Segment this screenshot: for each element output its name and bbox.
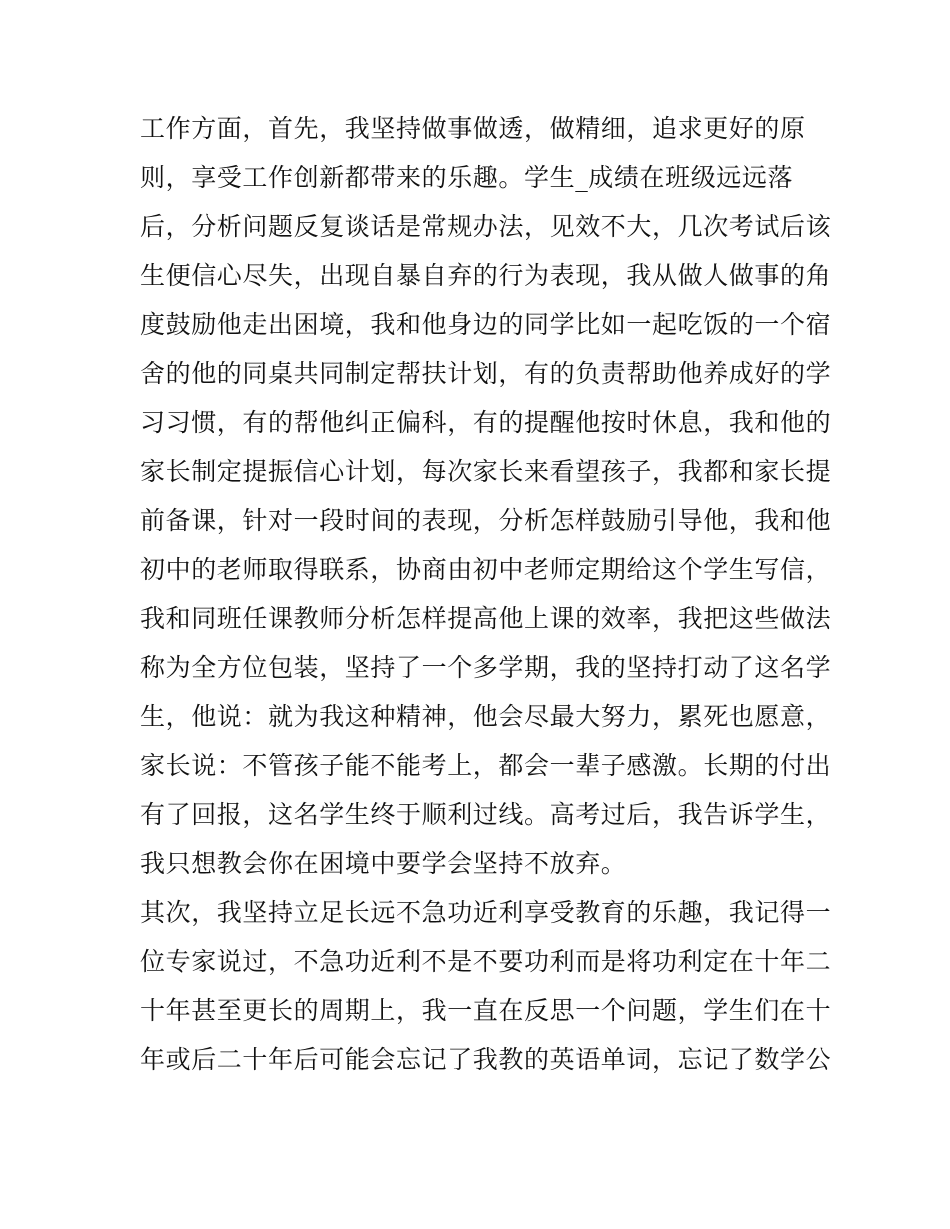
text-line: 习习惯，有的帮他纠正偏科，有的提醒他按时休息，我和他的 (140, 408, 832, 437)
text-line: 我只想教会你在困境中要学会坚持不放弃。 (140, 849, 627, 878)
text-line: 有了回报，这名学生终于顺利过线。高考过后，我告诉学生， (140, 800, 832, 829)
body-text (140, 104, 832, 1084)
text-line: 初中的老师取得联系，协商由初中老师定期给这个学生写信， (140, 555, 832, 584)
text-line: 则，享受工作创新都带来的乐趣。学生_成绩在班级远远落 (140, 163, 794, 192)
text-line: 我和同班任课教师分析怎样提高他上课的效率，我把这些做法 (140, 604, 832, 633)
text-line: 年或后二十年后可能会忘记了我教的英语单词，忘记了数学公 (140, 1045, 832, 1074)
text-line: 工作方面，首先，我坚持做事做透，做精细，追求更好的原 (140, 114, 806, 143)
text-line: 称为全方位包装，坚持了一个多学期，我的坚持打动了这名学 (140, 653, 832, 682)
text-line: 生便信心尽失，出现自暴自弃的行为表现，我从做人做事的角 (140, 261, 832, 290)
text-line: 生，他说：就为我这种精神，他会尽最大努力，累死也愿意， (140, 702, 832, 731)
text-line: 后，分析问题反复谈话是常规办法，见效不大，几次考试后该 (140, 212, 832, 241)
text-line: 家长说：不管孩子能不能考上，都会一辈子感激。长期的付出 (140, 751, 832, 780)
text-line: 十年甚至更长的周期上，我一直在反思一个问题，学生们在十 (140, 996, 832, 1025)
text-line: 前备课，针对一段时间的表现，分析怎样鼓励引导他，我和他 (140, 506, 832, 535)
text-line: 其次，我坚持立足长远不急功近利享受教育的乐趣，我记得一 (140, 898, 832, 927)
text-line: 度鼓励他走出困境，我和他身边的同学比如一起吃饭的一个宿 (140, 310, 832, 339)
text-line: 家长制定提振信心计划，每次家长来看望孩子，我都和家长提 (140, 457, 832, 486)
text-line: 舍的他的同桌共同制定帮扶计划，有的负责帮助他养成好的学 (140, 359, 832, 388)
text-line: 位专家说过，不急功近利不是不要功利而是将功利定在十年二 (140, 947, 832, 976)
